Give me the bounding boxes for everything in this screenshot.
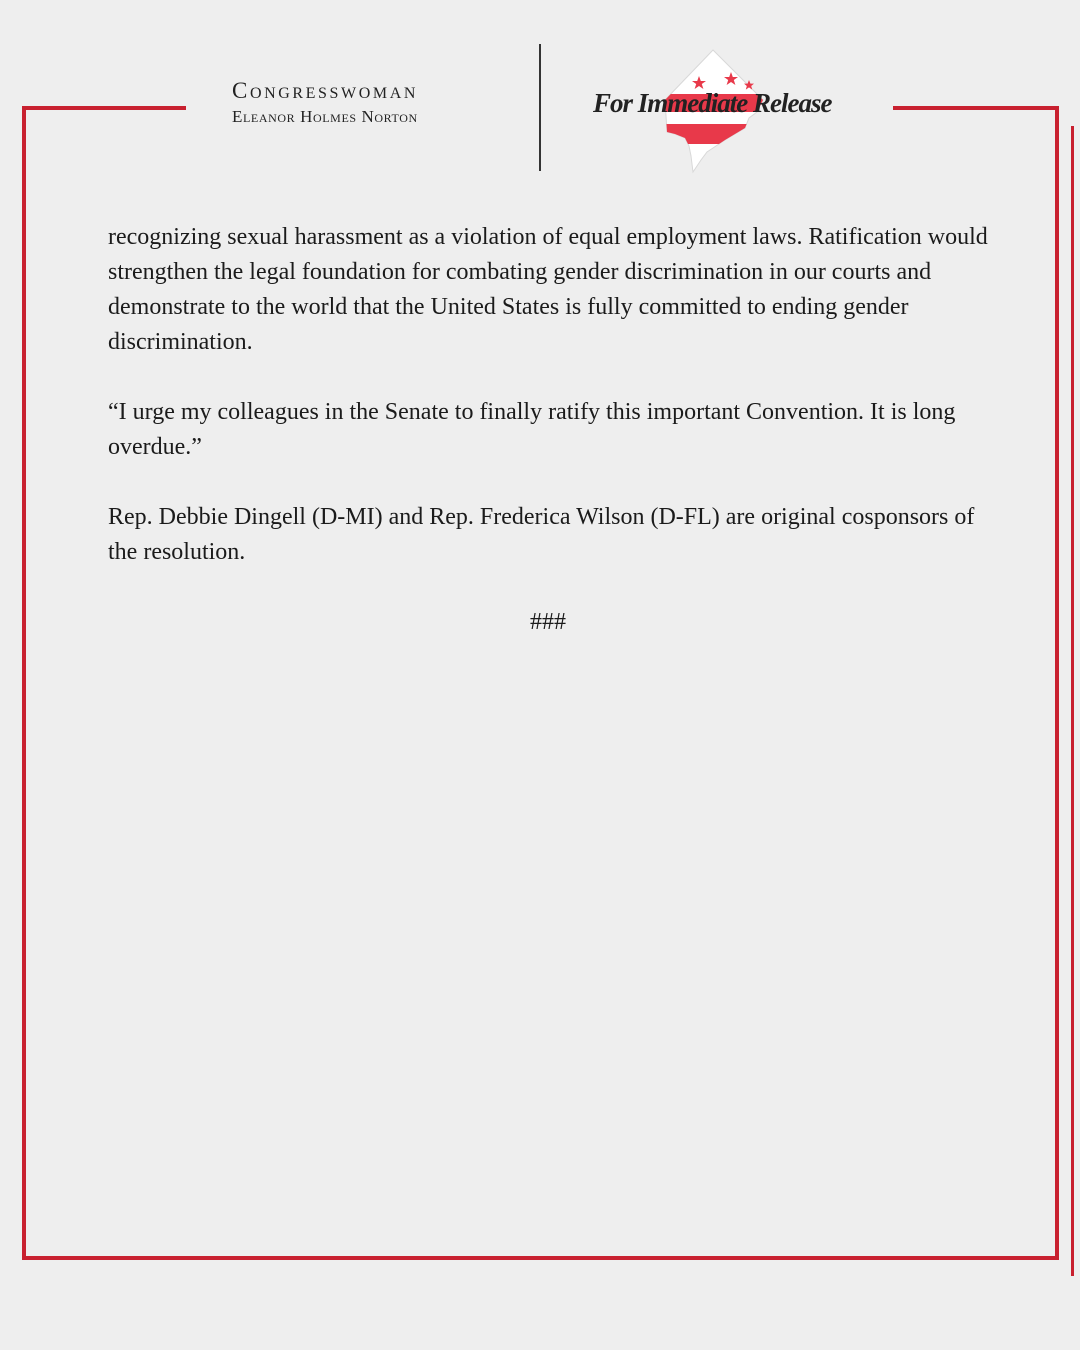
- masthead-divider: [539, 44, 541, 171]
- frame-left-rule: [22, 106, 26, 1260]
- frame-right-rule: [1055, 106, 1059, 1260]
- frame-top-right-rule: [893, 106, 1058, 110]
- body-paragraph-cosponsors: Rep. Debbie Dingell (D-MI) and Rep. Frederica Wilson (D-FL) are original cosponsors of the resolution.: [108, 504, 975, 565]
- masthead-title: Congresswoman: [232, 78, 419, 103]
- release-logo: [585, 48, 855, 174]
- end-mark: ###: [530, 609, 566, 635]
- release-label: For Immediate Release: [593, 88, 832, 118]
- masthead-office: [232, 76, 494, 128]
- masthead-member-name: Eleanor Holmes Norton: [232, 107, 418, 126]
- frame-bottom-rule: [22, 1256, 1059, 1260]
- body-paragraph-quote: “I urge my colleagues in the Senate to finally ratify this important Convention. It is long overdue.”: [108, 399, 956, 460]
- body-paragraph-ratification: recognizing sexual harassment as a violation of equal employment laws. Ratification would strengthen the legal foundation for combating gender discrimination in our courts and demonstrate to the world that the United States is fully committed to ending gender discrimination.: [108, 224, 988, 355]
- frame-right-outer-rule: [1071, 126, 1074, 1276]
- press-release-body: [108, 220, 988, 675]
- frame-top-left-rule: [22, 106, 186, 110]
